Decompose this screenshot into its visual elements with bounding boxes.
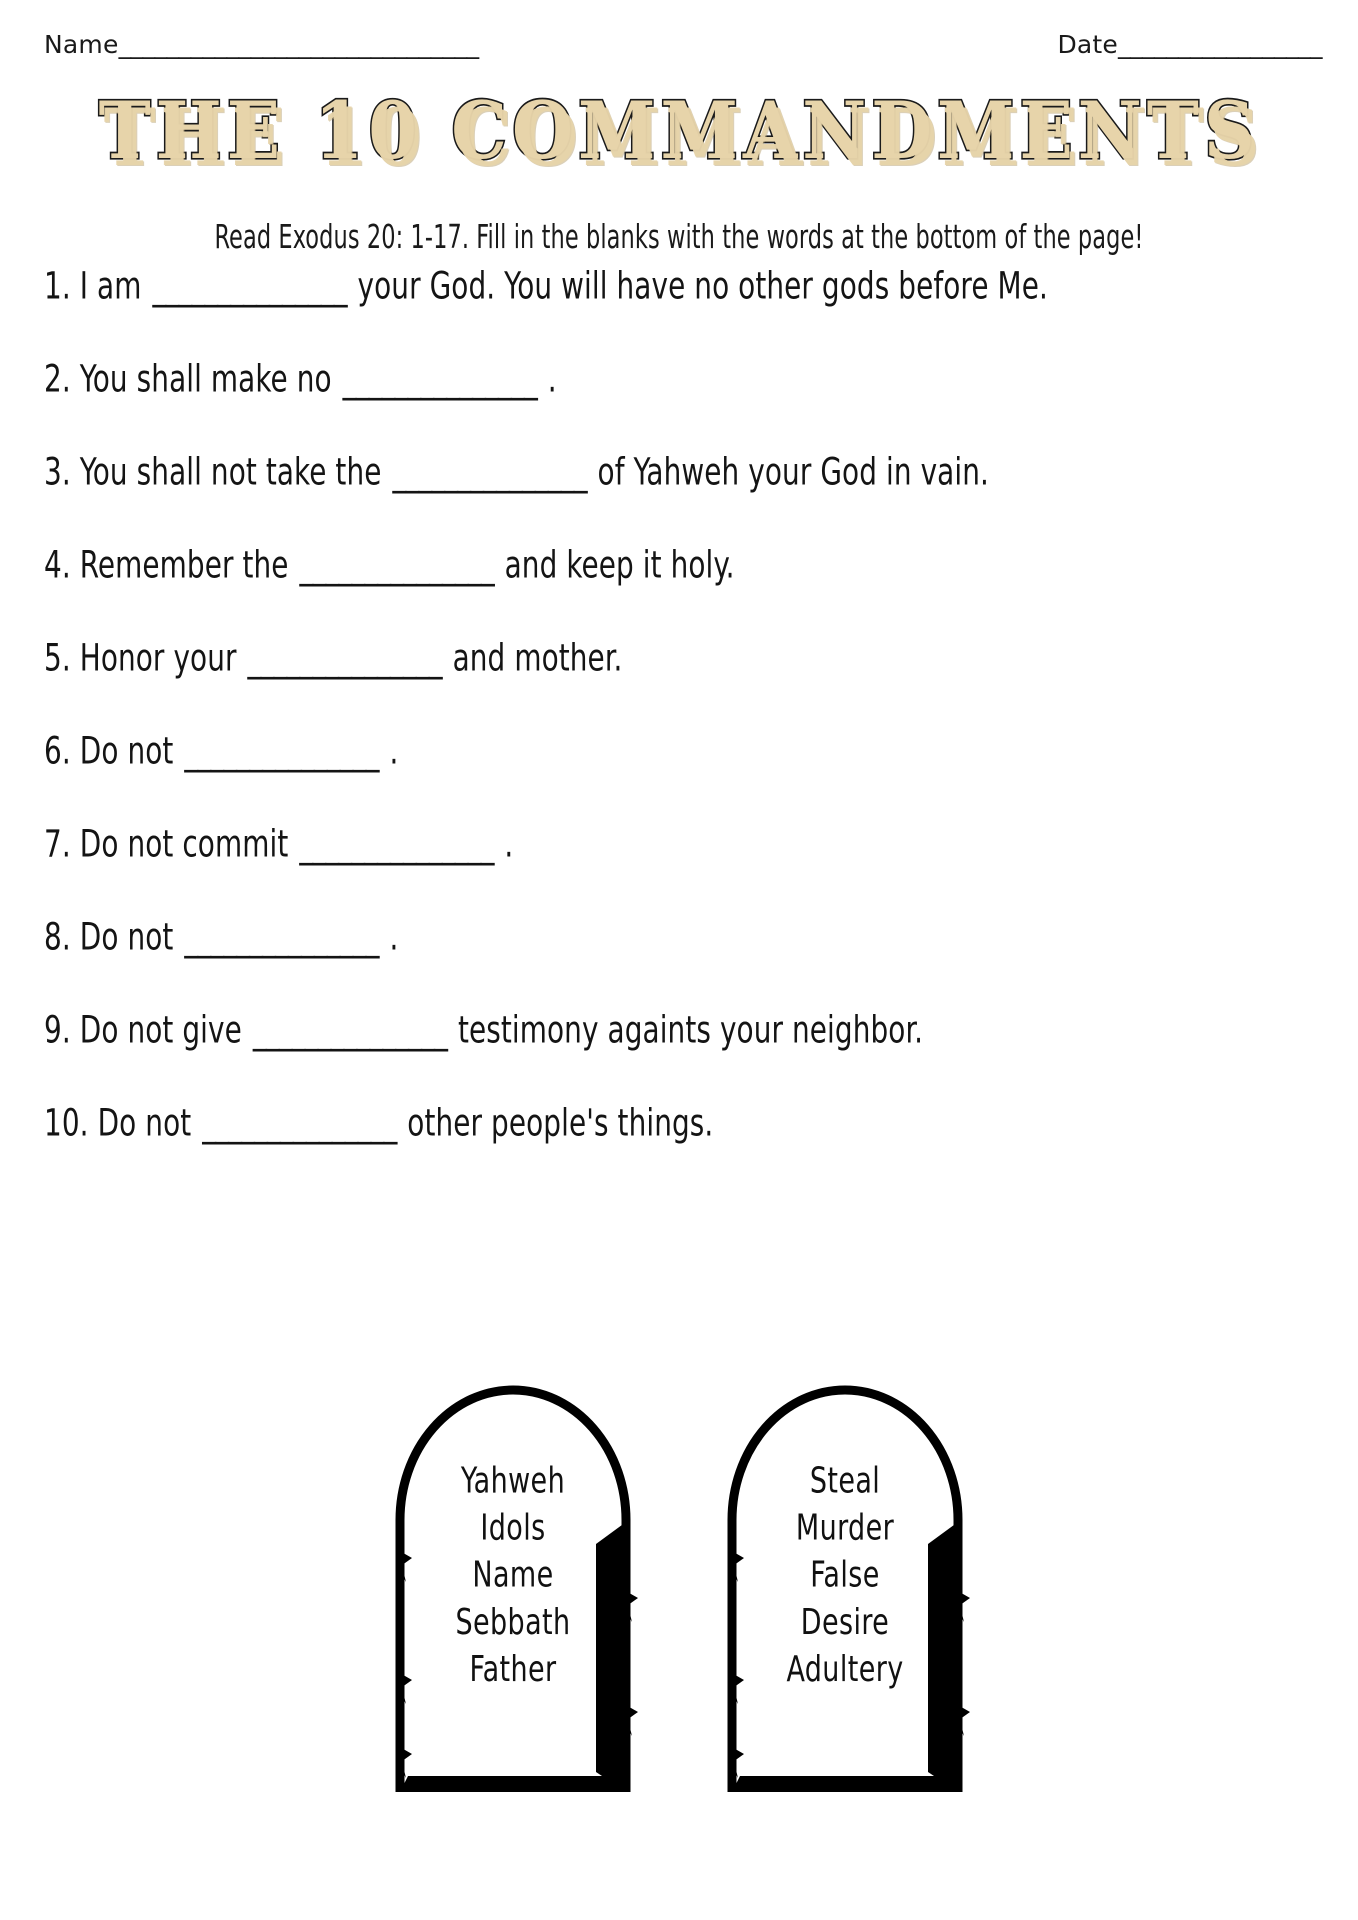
commandment-text-after: . <box>380 915 399 960</box>
word-bank-word[interactable]: Sebbath <box>455 1602 571 1644</box>
word-bank-word[interactable]: Adultery <box>786 1649 904 1691</box>
commandment-number: 1. <box>44 264 71 309</box>
commandment-text-before: Honor your <box>70 636 246 681</box>
commandment-text-after: . <box>380 729 399 774</box>
answer-blank[interactable]: _______________ <box>252 1008 447 1053</box>
name-field[interactable] <box>44 30 479 59</box>
commandment-text-after: your God. You will have no other gods before Me. <box>348 264 1048 309</box>
commandment-number: 8. <box>44 915 71 960</box>
answer-blank[interactable]: _______________ <box>184 915 379 960</box>
name-write-line[interactable]: ______________________________ <box>118 30 479 59</box>
commandments-list <box>44 264 1318 1198</box>
commandment-number: 3. <box>44 450 71 495</box>
commandment-text-after: other people's things. <box>398 1101 714 1146</box>
instructions-text: Read Exodus 20: 1-17. Fill in the blanks with the words at the bottom of the page! <box>214 219 1144 257</box>
commandment-number: 5. <box>44 636 71 681</box>
answer-blank[interactable]: _______________ <box>247 636 442 681</box>
answer-blank[interactable]: _______________ <box>299 543 494 588</box>
commandment-text-after: and mother. <box>443 636 623 681</box>
commandment-number: 10. <box>44 1101 89 1146</box>
word-bank-tablets <box>0 1372 1358 1792</box>
word-bank-word[interactable]: Name <box>472 1554 554 1597</box>
commandment-text-before: Remember the <box>70 543 298 588</box>
commandment-number: 9. <box>44 1008 71 1053</box>
word-bank-word[interactable]: Idols <box>480 1507 546 1549</box>
name-label: Name <box>44 30 119 59</box>
commandment-text-after: testimony againts your neighbor. <box>448 1008 924 1053</box>
commandment-number: 2. <box>44 357 71 402</box>
commandment-text-after: and keep it holy. <box>495 543 735 588</box>
commandment-text-before: Do not commit <box>70 822 298 867</box>
commandment-text-after: of Yahweh your God in vain. <box>588 450 989 495</box>
tablet-right <box>710 1372 980 1792</box>
answer-blank[interactable]: _______________ <box>202 1101 397 1146</box>
answer-blank[interactable]: _______________ <box>184 729 379 774</box>
commandment-text-before: You shall make no <box>70 357 341 402</box>
tablet-left-words <box>378 1460 648 1700</box>
commandment-text-after: . <box>495 822 514 867</box>
word-bank-word[interactable]: Desire <box>800 1602 890 1644</box>
date-field[interactable] <box>1057 30 1322 59</box>
word-bank-word[interactable]: Steal <box>809 1460 881 1502</box>
date-label: Date <box>1057 30 1118 59</box>
date-write-line[interactable]: _________________ <box>1118 30 1322 59</box>
student-info-row <box>44 30 1322 59</box>
word-bank-word[interactable]: False <box>810 1554 880 1597</box>
answer-blank[interactable]: _______________ <box>342 357 537 402</box>
commandment-number: 4. <box>44 543 71 588</box>
answer-blank[interactable]: _______________ <box>299 822 494 867</box>
commandment-number: 6. <box>44 729 71 774</box>
commandment-text-before: I am <box>70 264 151 309</box>
commandment-text-before: Do not <box>88 1101 201 1146</box>
page-title: THE 10 COMMANDMENTS <box>98 84 1260 178</box>
answer-blank[interactable]: _______________ <box>392 450 587 495</box>
commandment-number: 7. <box>44 822 71 867</box>
word-bank-word[interactable]: Father <box>469 1649 557 1691</box>
tablet-right-words <box>710 1460 980 1700</box>
word-bank-word[interactable]: Yahweh <box>460 1460 566 1502</box>
word-bank-word[interactable]: Murder <box>795 1507 895 1549</box>
title-container <box>0 84 1358 178</box>
commandment-text-after: . <box>538 357 557 402</box>
commandment-text-before: Do not give <box>70 1008 251 1053</box>
commandment-text-before: Do not <box>70 915 183 960</box>
answer-blank[interactable]: _______________ <box>152 264 347 309</box>
commandment-text-before: You shall not take the <box>70 450 391 495</box>
commandment-line <box>44 1101 1318 1218</box>
commandment-text-before: Do not <box>70 729 183 774</box>
tablet-left <box>378 1372 648 1792</box>
